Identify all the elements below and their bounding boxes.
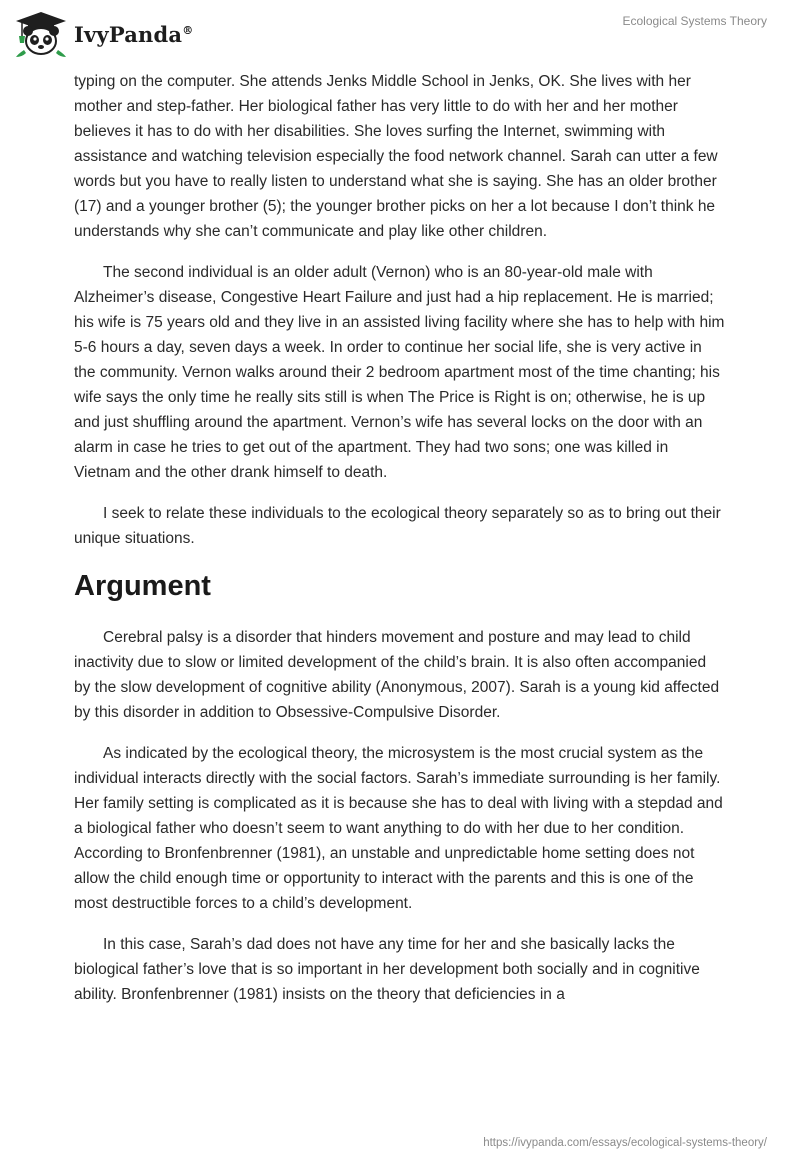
panda-graduate-icon: [14, 10, 68, 58]
document-title: Ecological Systems Theory: [622, 14, 767, 28]
paragraph: typing on the computer. She attends Jenks Middle School in Jenks, OK. She lives with her mother and step-father. Her biological father has very little to do with her and her mother believes it has to do with her disabilities. She loves surfing the Internet, swimming with assistance and watching television especially the food network channel. Sarah can utter a few words but you have to really listen to understand what she is saying. She has an older brother (17) and a younger brother (5); the younger brother picks on her a lot because I don’t think he understands why she can’t communicate and play like other children.: [74, 73, 718, 240]
paragraph: In this case, Sarah’s dad does not have any time for her and she basically lacks the biological father’s love that is so important in her development both socially and in cognitive ability. Bronfenbrenner (1981) insists on the theory that deficiencies in a: [74, 936, 700, 1003]
essay-body: [74, 69, 726, 1023]
paragraph: I seek to relate these individuals to the ecological theory separately so as to bring out their unique situations.: [74, 505, 721, 547]
paragraph: As indicated by the ecological theory, the microsystem is the most crucial system as the individual interacts directly with the social factors. Sarah’s immediate surrounding is her family. Her family setting is complicated as it is because she has to deal with living with a stepdad and a biological father who doesn’t seem to want anything to do with her due to her condition. According to Bronfenbrenner (1981), an unstable and unpredictable home setting does not allow the child enough time or opportunity to interact with the parents and this is one of the most destructible forces to a child’s development.: [74, 745, 723, 912]
brand-name: IvyPanda®: [74, 21, 194, 47]
brand-logo[interactable]: [14, 10, 193, 58]
paragraph: Cerebral palsy is a disorder that hinders movement and posture and may lead to child inactivity due to slow or limited development of the child’s brain. It is also often accompanied by the slow development of cognitive ability (Anonymous, 2007). Sarah is a young kid affected by this disorder in addition to Obsessive-Compulsive Disorder.: [74, 629, 720, 721]
page-header: [0, 0, 800, 70]
section-heading: Argument: [74, 570, 211, 602]
source-url[interactable]: https://ivypanda.com/essays/ecological-systems-theory/: [483, 1137, 767, 1149]
paragraph: The second individual is an older adult (Vernon) who is an 80-year-old male with Alzheimer’s disease, Congestive Heart Failure and just had a hip replacement. He is married; his wife is 75 years old and they live in an assisted living facility where she has to help with him 5-6 hours a day, seven days a week. In order to continue her social life, she is very active in the community. Vernon walks around their 2 bedroom apartment most of the time chanting; his wife says the only time he really sits still is when The Price is Right is on; otherwise, he is up and just shuffling around the apartment. Vernon’s wife has several locks on the door with an alarm in case he tries to get out of the apartment. They had two sons; one was killed in Vietnam and the other drank himself to death.: [74, 264, 725, 481]
